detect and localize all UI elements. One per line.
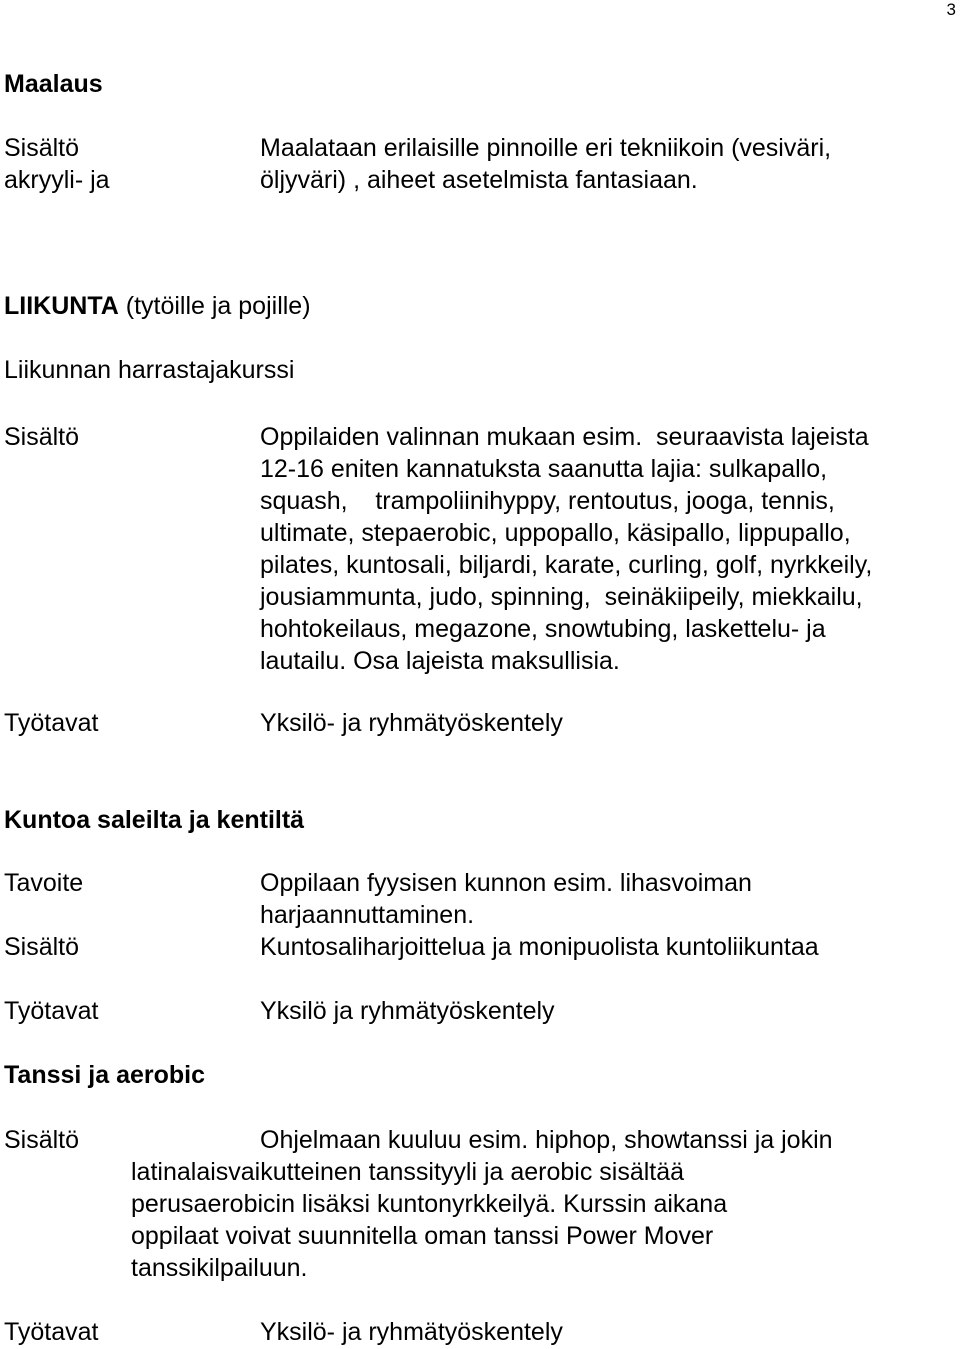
text-line: lautailu. Osa lajeista maksullisia. (260, 647, 620, 675)
maalaus-sisalto-text-line: Maalataan erilaisille pinnoille eri tekniikoin (vesiväri, (260, 134, 832, 162)
kuntoa-tyotavat-label: Työtavat (4, 997, 99, 1025)
text-line: oppilaat voivat suunnitella oman tanssi Power Mover (131, 1222, 714, 1250)
liikunta-heading-bold: LIIKUNTA (4, 292, 119, 320)
liikunta-sisalto-label: Sisältö (4, 423, 80, 451)
page-number: 3 (946, 0, 956, 19)
text-line: jousiammunta, judo, spinning, seinäkiipeily, miekkailu, (260, 583, 863, 611)
maalaus-sisalto-label: Sisältö (4, 134, 80, 162)
section-title-maalaus: Maalaus (4, 70, 103, 98)
liikunta-sisalto-text (260, 421, 872, 677)
text-line: tanssikilpailuun. (131, 1254, 308, 1282)
text-line: 12-16 eniten kannatuksta saanutta lajia: sulkapallo, (260, 455, 828, 483)
text-line: perusaerobicin lisäksi kuntonyrkkeilyä. Kurssin aikana (131, 1190, 728, 1218)
liikunta-tyotavat-text: Yksilö- ja ryhmätyöskentely (260, 709, 563, 737)
text-line: hohtokeilaus, megazone, snowtubing, laskettelu- ja (260, 615, 826, 643)
tanssi-tyotavat-text: Yksilö- ja ryhmätyöskentely (260, 1318, 563, 1346)
kuntoa-tavoite-text-line: harjaannuttaminen. (260, 901, 475, 929)
text-line: ultimate, stepaerobic, uppopallo, käsipallo, lippupallo, (260, 519, 851, 547)
liikunta-heading-rest: (tytöille ja pojille) (118, 292, 311, 320)
tanssi-sisalto-label: Sisältö (4, 1126, 80, 1154)
text-line: squash, trampoliinihyppy, rentoutus, jooga, tennis, (260, 487, 835, 515)
kuntoa-tyotavat-text: Yksilö ja ryhmätyöskentely (260, 997, 555, 1025)
kuntoa-tavoite-label: Tavoite (4, 869, 84, 897)
tanssi-sisalto-first-line: Ohjelmaan kuuluu esim. hiphop, showtanssi ja jokin (260, 1126, 833, 1154)
maalaus-sisalto-text-line: öljyväri) , aiheet asetelmista fantasiaan. (260, 166, 698, 194)
kuntoa-tavoite-text-line: Oppilaan fyysisen kunnon esim. lihasvoiman (260, 869, 752, 897)
section-title-tanssi: Tanssi ja aerobic (4, 1061, 206, 1089)
text-line: Oppilaiden valinnan mukaan esim. seuraavista lajeista (260, 423, 869, 451)
kuntoa-sisalto-label: Sisältö (4, 933, 80, 961)
liikunta-tyotavat-label: Työtavat (4, 709, 99, 737)
text-line: pilates, kuntosali, biljardi, karate, curling, golf, nyrkkeily, (260, 551, 873, 579)
text-line: latinalaisvaikutteinen tanssityyli ja aerobic sisältää (131, 1158, 685, 1186)
liikunta-heading (4, 290, 311, 322)
kuntoa-sisalto-text: Kuntosaliharjoittelua ja monipuolista kuntoliikuntaa (260, 933, 819, 961)
maalaus-sisalto-label-continued: akryyli- ja (4, 166, 110, 194)
section-title-kuntoa: Kuntoa saleilta ja kentiltä (4, 806, 305, 834)
tanssi-sisalto-text (131, 1156, 727, 1284)
course-title-harrastajakurssi: Liikunnan harrastajakurssi (4, 356, 295, 384)
tanssi-tyotavat-label: Työtavat (4, 1318, 99, 1346)
